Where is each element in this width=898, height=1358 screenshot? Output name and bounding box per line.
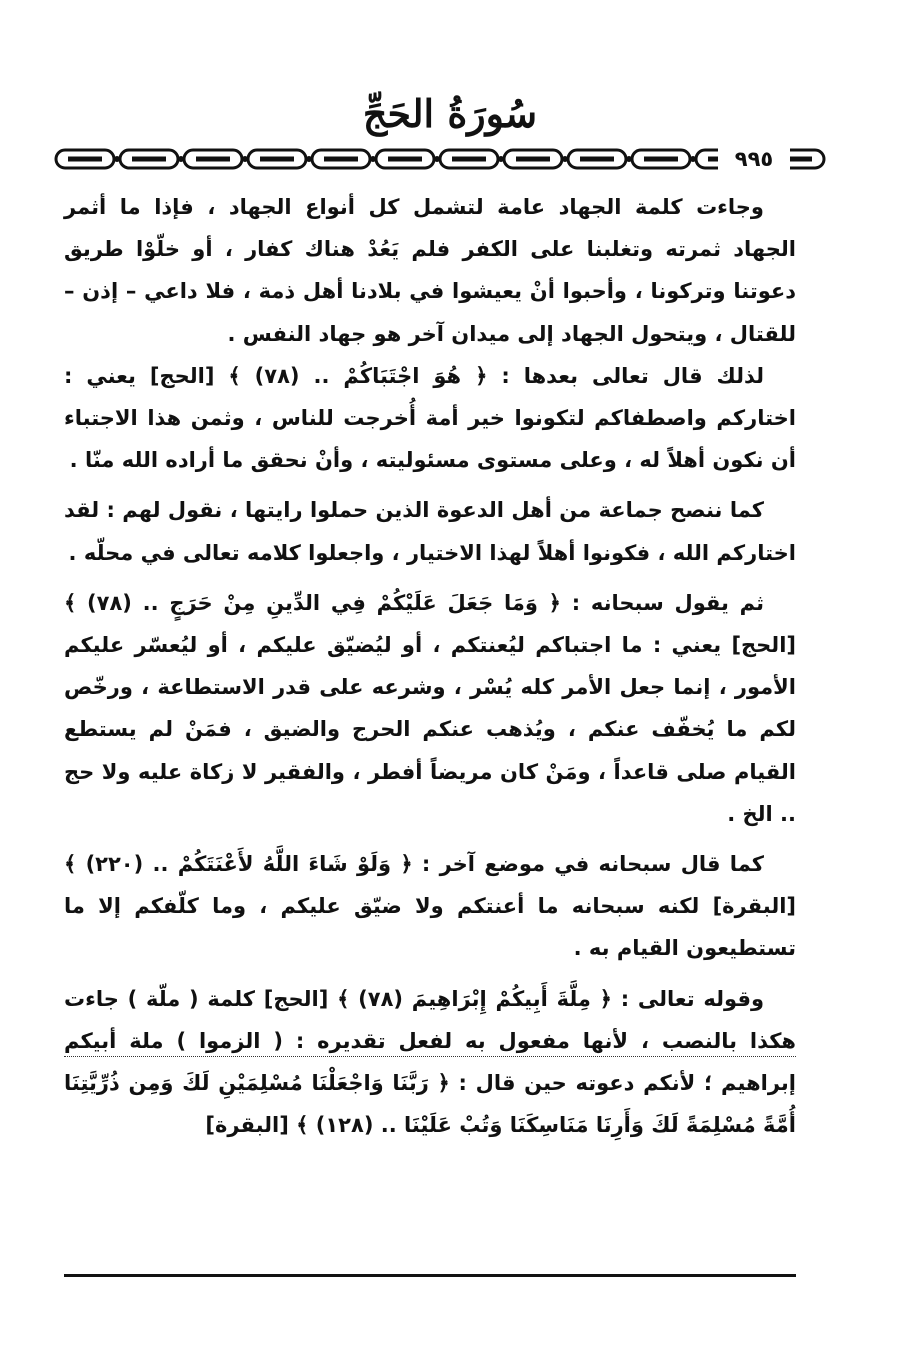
paragraph: كما قال سبحانه في موضع آخر : ﴿ وَلَوْ شَاءَ اللَّهُ لأَعْنَتَكُمْ .. (٢٢٠) ﴾ [البقرة] لكنه سبحانه ما أعنتكم ولا ضيّق عليكم ، وما كلّفكم إلا ما تستطيعون القيام به . (64, 852, 796, 961)
paragraph: وقوله تعالى : ﴿ مِلَّةَ أَبِيكُمْ إِبْرَاهِيمَ (٧٨) ﴾ [الحج] كلمة ( ملّة ) جاءت هكذا بالنصب ، لأنها مفعول به لفعل تقديره : ( الزموا ) ملة أبيكم إبراهيم ؛ لأنكم دعوته حين قال : ﴿ رَبَّنَا وَاجْعَلْنَا مُسْلِمَيْنِ لَكَ وَمِن ذُرِّيَّتِنَا أُمَّةً مُسْلِمَةً لَكَ وَأَرِنَا مَنَاسِكَنَا وَتُبْ عَلَيْنَا .. (١٢٨) ﴾ [البقرة] (64, 986, 796, 1138)
footer-rule (64, 1274, 796, 1277)
ornamental-chain-border (54, 142, 826, 176)
paragraph: لذلك قال تعالى بعدها : ﴿ هُوَ اجْتَبَاكُمْ .. (٧٨) ﴾ [الحج] يعني : اختاركم واصطفاكم لتكونوا خير أمة أُخرجت للناس ، وثمن هذا الاجتباء أن نكون أهلاً له ، وعلى مستوى مسئوليته ، وأنْ نحقق ما أراده الله منّا . (64, 363, 796, 473)
page-number: ٩٩٥ (718, 146, 790, 172)
paragraph: ثم يقول سبحانه : ﴿ وَمَا جَعَلَ عَلَيْكُمْ فِي الدِّينِ مِنْ حَرَجٍ .. (٧٨) ﴾ [الحج] يعني : ما اجتباكم ليُعنتكم ، أو ليُضيّق عليكم ، أو ليُعسّر عليكم الأمور ، إنما جعل الأمر كله يُسْر ، وشرعه على قدر الاستطاعة ، ورخّص لكم ما يُخفّف عنكم ، ويُذهب عنكم الحرج والضيق ، فمَنْ لم يستطع القيام صلى قاعداً ، ومَنْ كان مريضاً أفطر ، والفقير لا زكاة عليه ولا حج .. الخ . (64, 590, 796, 826)
paragraph: كما ننصح جماعة من أهل الدعوة الذين حملوا رايتها ، نقول لهم : لقد اختاركم الله ، فكونوا أهلاً لهذا الاختيار ، واجعلوا كلامه تعالى في محلّه . (64, 498, 796, 565)
tafsir-text (64, 186, 796, 1146)
section-divider (64, 1056, 796, 1057)
surah-title: سُورَةُ الحَجِّ (362, 91, 538, 136)
paragraph: وجاءت كلمة الجهاد عامة لتشمل كل أنواع الجهاد ، فإذا ما أثمر الجهاد ثمرته وتغلبنا على الكفر فلم يَعُدْ هناك كفار ، أو خلّوْا طريق دعوتنا وتركونا ، وأحبوا أنْ يعيشوا في بلادنا أهل ذمة ، فلا داعي – إذن – للقتال ، ويتحول الجهاد إلى ميدان آخر هو جهاد النفس . (64, 195, 796, 346)
